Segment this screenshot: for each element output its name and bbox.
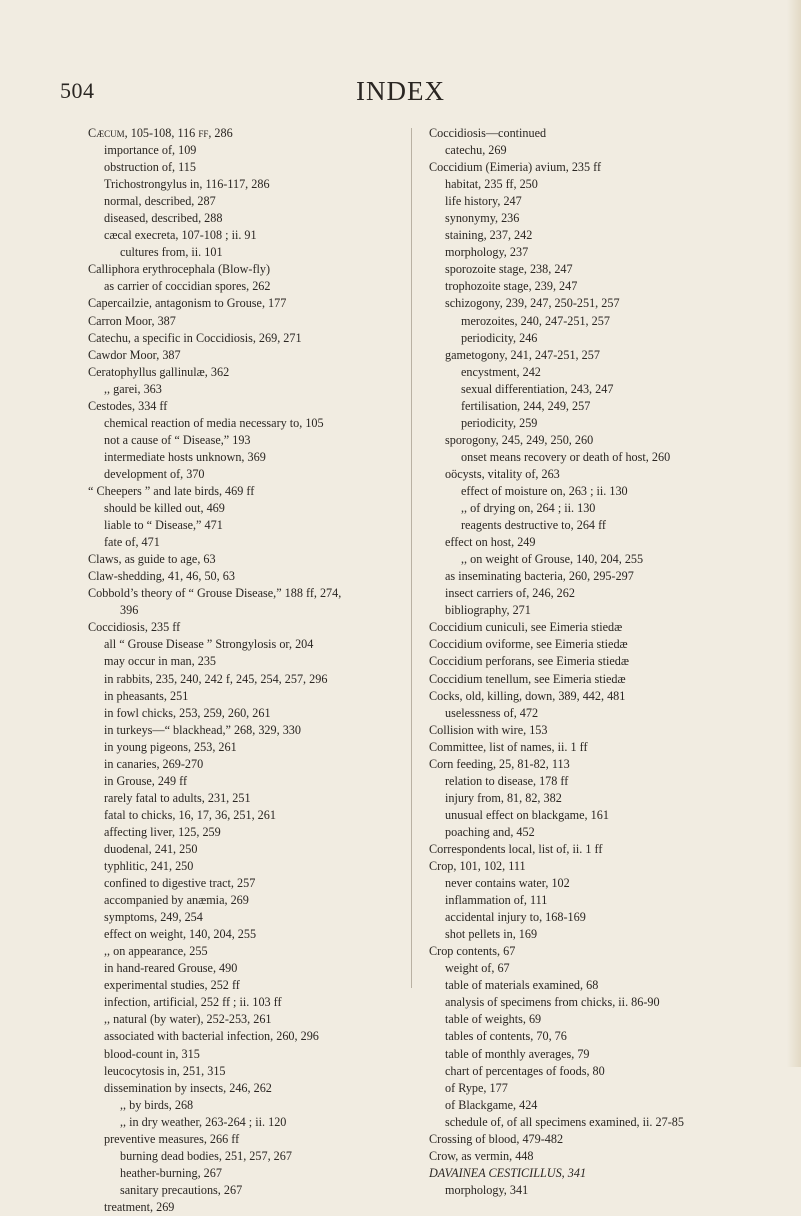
- index-entry: onset means recovery or death of host, 260: [461, 449, 671, 464]
- index-entry: dissemination by insects, 246, 262: [104, 1080, 272, 1095]
- index-entry: Crossing of blood, 479-482: [429, 1131, 564, 1146]
- index-entry: Catechu, a specific in Coccidiosis, 269, 271: [88, 330, 302, 345]
- index-entry: shot pellets in, 169: [445, 927, 538, 942]
- index-entry: not a cause of “ Disease,” 193: [104, 432, 251, 447]
- index-entry: in turkeys—“ blackhead,” 268, 329, 330: [104, 722, 301, 737]
- index-entry: Claws, as guide to age, 63: [88, 552, 216, 567]
- index-entry: encystment, 242: [461, 364, 541, 379]
- index-entry: sexual differentiation, 243, 247: [461, 381, 614, 396]
- index-entry: DAVAINEA CESTICILLUS, 341: [429, 1165, 587, 1180]
- index-entry: sanitary precautions, 267: [120, 1182, 243, 1197]
- index-entry: Cestodes, 334 ff: [88, 398, 168, 413]
- page-number: 504: [60, 78, 95, 103]
- index-entry: Claw-shedding, 41, 46, 50, 63: [88, 569, 235, 584]
- index-entry: should be killed out, 469: [104, 501, 225, 516]
- index-entry: in young pigeons, 253, 261: [104, 739, 237, 754]
- index-entry: catechu, 269: [445, 143, 507, 158]
- index-entry: table of weights, 69: [445, 1012, 542, 1027]
- index-entry: accompanied by anæmia, 269: [104, 893, 249, 908]
- index-entry: Crop, 101, 102, 111: [429, 859, 526, 874]
- index-entry: Trichostrongylus in, 116-117, 286: [104, 177, 270, 192]
- index-entry: cultures from, ii. 101: [120, 245, 223, 260]
- index-entry: Committee, list of names, ii. 1 ff: [429, 739, 588, 754]
- page-title: INDEX: [356, 76, 445, 106]
- index-entry: cæcal execreta, 107-108 ; ii. 91: [104, 228, 257, 243]
- index-entry: relation to disease, 178 ff: [445, 773, 569, 788]
- index-entry: blood-count in, 315: [104, 1046, 200, 1061]
- index-column-left: [88, 125, 388, 1216]
- index-entry: insect carriers of, 246, 262: [445, 586, 575, 601]
- index-entry: in Grouse, 249 ff: [104, 773, 188, 788]
- index-entry: Corn feeding, 25, 81-82, 113: [429, 756, 570, 771]
- index-entry: typhlitic, 241, 250: [104, 859, 194, 874]
- index-entry: 396: [120, 603, 139, 618]
- index-entry: Coccidium perforans, see Eimeria stiedæ: [429, 654, 630, 669]
- index-entry: normal, described, 287: [104, 194, 216, 209]
- index-entry: fate of, 471: [104, 535, 160, 550]
- index-entry: ,, on weight of Grouse, 140, 204, 255: [461, 552, 644, 567]
- index-entry: oöcysts, vitality of, 263: [445, 466, 560, 481]
- index-entry: Coccidiosis—continued: [429, 126, 547, 140]
- index-column-right: [429, 125, 769, 1199]
- index-entry: in rabbits, 235, 240, 242 f, 245, 254, 257, 296: [104, 671, 328, 686]
- index-entry: as inseminating bacteria, 260, 295-297: [445, 569, 634, 584]
- index-entry: affecting liver, 125, 259: [104, 824, 221, 839]
- index-entry: liable to “ Disease,” 471: [104, 518, 223, 533]
- index-entry: rarely fatal to adults, 231, 251: [104, 790, 251, 805]
- index-entry: uselessness of, 472: [445, 705, 539, 720]
- index-entry: duodenal, 241, 250: [104, 841, 198, 856]
- index-entry: sporogony, 245, 249, 250, 260: [445, 432, 594, 447]
- index-entry: Collision with wire, 153: [429, 722, 548, 737]
- index-entry: in canaries, 269-270: [104, 756, 204, 771]
- index-entry: chart of percentages of foods, 80: [445, 1063, 605, 1078]
- index-entry: schizogony, 239, 247, 250-251, 257: [445, 296, 620, 311]
- index-entry: weight of, 67: [445, 961, 510, 976]
- index-entry: leucocytosis in, 251, 315: [104, 1063, 226, 1078]
- index-entry: trophozoite stage, 239, 247: [445, 279, 578, 294]
- index-entry: bibliography, 271: [445, 603, 531, 618]
- index-entry: obstruction of, 115: [104, 160, 196, 175]
- index-entry: infection, artificial, 252 ff ; ii. 103 ff: [104, 995, 282, 1010]
- index-entry: Cobbold’s theory of “ Grouse Disease,” 188 ff, 274,: [88, 586, 342, 601]
- index-entry: fertilisation, 244, 249, 257: [461, 398, 591, 413]
- index-entry: synonymy, 236: [445, 211, 520, 226]
- index-entry: of Blackgame, 424: [445, 1097, 538, 1112]
- index-entry: chemical reaction of media necessary to, 105: [104, 415, 324, 430]
- index-entry: as carrier of coccidian spores, 262: [104, 279, 271, 294]
- index-entry: Carron Moor, 387: [88, 313, 176, 328]
- index-entry: experimental studies, 252 ff: [104, 978, 240, 993]
- index-entry: Cocks, old, killing, down, 389, 442, 481: [429, 688, 626, 703]
- index-entry: table of monthly averages, 79: [445, 1046, 590, 1061]
- index-entry: “ Cheepers ” and late birds, 469 ff: [88, 483, 255, 498]
- index-entry: confined to digestive tract, 257: [104, 876, 256, 891]
- index-entry: fatal to chicks, 16, 17, 36, 251, 261: [104, 807, 276, 822]
- index-entry: ,, on appearance, 255: [104, 944, 208, 959]
- index-entry: Ceratophyllus gallinulæ, 362: [88, 364, 230, 379]
- index-entry: ,, of drying on, 264 ; ii. 130: [461, 501, 596, 516]
- index-entry: effect on weight, 140, 204, 255: [104, 927, 257, 942]
- index-entry: ,, natural (by water), 252-253, 261: [104, 1012, 272, 1027]
- index-entry: in hand-reared Grouse, 490: [104, 961, 238, 976]
- index-entry: ,, by birds, 268: [120, 1097, 194, 1112]
- index-entry: symptoms, 249, 254: [104, 910, 203, 925]
- index-entry: ,, garei, 363: [104, 381, 162, 396]
- index-entry: effect on host, 249: [445, 535, 536, 550]
- index-entry: of Rype, 177: [445, 1080, 508, 1095]
- index-entry: periodicity, 246: [461, 330, 538, 345]
- index-entry: injury from, 81, 82, 382: [445, 790, 562, 805]
- index-entry: inflammation of, 111: [445, 893, 548, 908]
- index-entry: Correspondents local, list of, ii. 1 ff: [429, 841, 603, 856]
- index-entry: Crow, as vermin, 448: [429, 1148, 534, 1163]
- index-entry: reagents destructive to, 264 ff: [461, 518, 606, 533]
- index-entry: schedule of, of all specimens examined, ii. 27-85: [445, 1114, 684, 1129]
- index-entry: analysis of specimens from chicks, ii. 86-90: [445, 995, 660, 1010]
- index-entry: Cawdor Moor, 387: [88, 347, 181, 362]
- index-entry: Coccidium cuniculi, see Eimeria stiedæ: [429, 620, 623, 635]
- index-entry: tables of contents, 70, 76: [445, 1029, 567, 1044]
- index-entry: morphology, 237: [445, 245, 529, 260]
- index-entry: associated with bacterial infection, 260, 296: [104, 1029, 319, 1044]
- index-entry: Coccidiosis, 235 ff: [88, 620, 181, 635]
- index-entry: treatment, 269: [104, 1199, 175, 1214]
- index-entry: Calliphora erythrocephala (Blow-fly): [88, 262, 271, 277]
- index-entry: staining, 237, 242: [445, 228, 533, 243]
- index-entry: life history, 247: [445, 194, 522, 209]
- index-entry: intermediate hosts unknown, 369: [104, 449, 266, 464]
- index-entry: Coccidium (Eimeria) avium, 235 ff: [429, 160, 602, 175]
- index-entry: gametogony, 241, 247-251, 257: [445, 347, 600, 362]
- index-entry: may occur in man, 235: [104, 654, 217, 669]
- index-entry: never contains water, 102: [445, 876, 570, 891]
- index-entry: importance of, 109: [104, 143, 197, 158]
- index-entry: heather-burning, 267: [120, 1165, 222, 1180]
- index-entry: morphology, 341: [445, 1182, 529, 1197]
- index-entry: Cæcum, 105-108, 116 ff, 286: [88, 126, 233, 140]
- index-entry: ,, in dry weather, 263-264 ; ii. 120: [120, 1114, 287, 1129]
- index-entry: in pheasants, 251: [104, 688, 189, 703]
- index-entry: in fowl chicks, 253, 259, 260, 261: [104, 705, 271, 720]
- index-entry: all “ Grouse Disease ” Strongylosis or, 204: [104, 637, 314, 652]
- index-entry: diseased, described, 288: [104, 211, 223, 226]
- index-entry: poaching and, 452: [445, 824, 535, 839]
- index-entry: merozoites, 240, 247-251, 257: [461, 313, 610, 328]
- index-entry: sporozoite stage, 238, 247: [445, 262, 573, 277]
- index-entry: effect of moisture on, 263 ; ii. 130: [461, 483, 628, 498]
- index-entry: habitat, 235 ff, 250: [445, 177, 538, 192]
- index-entry: burning dead bodies, 251, 257, 267: [120, 1148, 292, 1163]
- index-entry: preventive measures, 266 ff: [104, 1131, 240, 1146]
- index-entry: Coccidium oviforme, see Eimeria stiedæ: [429, 637, 628, 652]
- index-entry: accidental injury to, 168-169: [445, 910, 586, 925]
- page-edge-shadow: [787, 0, 801, 1067]
- column-divider: [411, 128, 412, 988]
- index-entry: table of materials examined, 68: [445, 978, 599, 993]
- index-entry: development of, 370: [104, 466, 205, 481]
- index-entry: Crop contents, 67: [429, 944, 516, 959]
- index-entry: Capercailzie, antagonism to Grouse, 177: [88, 296, 287, 311]
- index-entry: periodicity, 259: [461, 415, 538, 430]
- index-entry: Coccidium tenellum, see Eimeria stiedæ: [429, 671, 626, 686]
- index-entry: unusual effect on blackgame, 161: [445, 807, 609, 822]
